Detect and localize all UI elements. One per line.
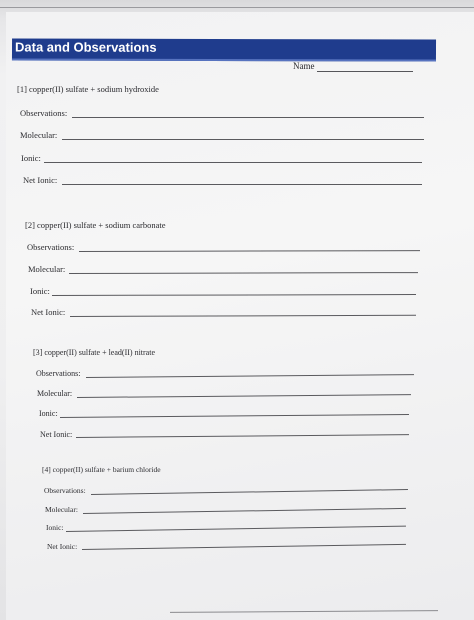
reaction-2-ionic-label: Ionic: — [30, 286, 50, 296]
reaction-1-observations-label: Observations: — [20, 108, 68, 118]
reaction-2-title: [2] copper(II) sulfate + sodium carbonate — [25, 220, 166, 230]
reaction-3-molecular-label: Molecular: — [37, 389, 73, 398]
reaction-4-observations-label: Observations: — [44, 486, 86, 495]
reaction-2-molecular-label: Molecular: — [28, 264, 66, 274]
reaction-2-observations-label: Observations: — [27, 242, 75, 252]
reaction-4-net-ionic-label: Net Ionic: — [47, 542, 78, 551]
reaction-3-ionic-label: Ionic: — [39, 409, 58, 418]
reaction-4-title: [4] copper(II) sulfate + barium chloride — [42, 465, 161, 474]
section-header-bar — [12, 38, 436, 61]
reaction-2-net-ionic-label: Net Ionic: — [31, 307, 66, 317]
section-title: Data and Observations — [14, 39, 157, 55]
reaction-1-ionic-line — [44, 162, 422, 163]
name-label: Name — [293, 61, 315, 71]
reaction-1-title: [1] copper(II) sulfate + sodium hydroxide — [17, 84, 159, 94]
paper-edge-line — [0, 7, 474, 8]
reaction-1-net-ionic-label: Net Ionic: — [23, 175, 58, 185]
reaction-4-ionic-label: Ionic: — [46, 523, 64, 532]
reaction-1-molecular-label: Molecular: — [20, 130, 58, 140]
reaction-3-title: [3] copper(II) sulfate + lead(II) nitrate — [33, 348, 155, 357]
reaction-4-molecular-label: Molecular: — [45, 505, 78, 514]
reaction-1-observations-line — [72, 117, 424, 118]
name-blank-line — [317, 71, 413, 72]
reaction-1-net-ionic-line — [62, 184, 422, 185]
reaction-1-ionic-label: Ionic: — [21, 153, 41, 163]
reaction-1-molecular-line — [62, 139, 424, 140]
reaction-3-net-ionic-label: Net Ionic: — [40, 430, 73, 439]
reaction-3-observations-label: Observations: — [36, 369, 81, 378]
